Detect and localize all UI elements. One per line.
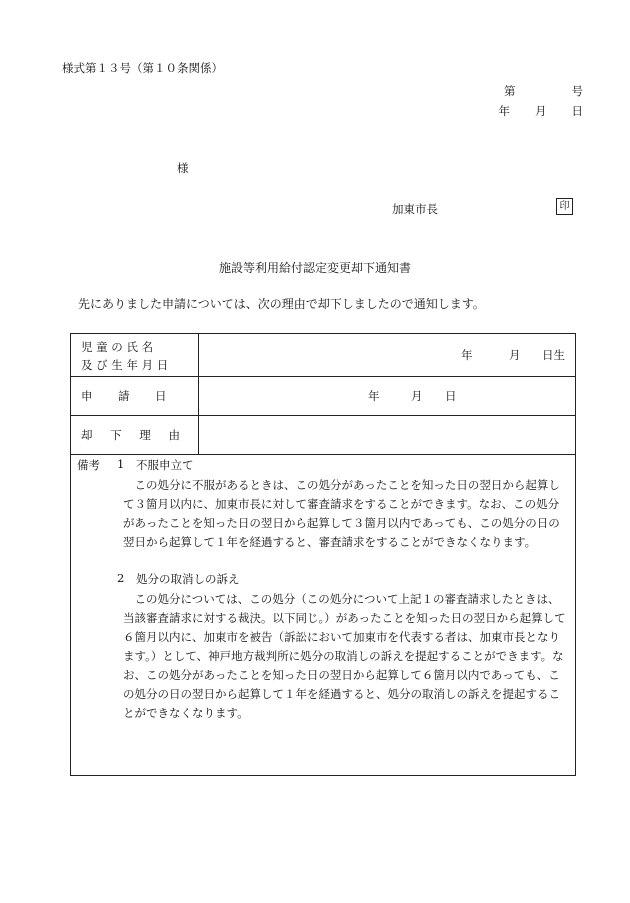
seal-mark: 印 — [556, 198, 573, 215]
form-number: 様式第１３号（第１０条関係） — [62, 61, 223, 75]
remarks-item2-title: 処分の取消しの訴え — [136, 572, 240, 586]
remarks-heading: 備考 — [77, 458, 100, 472]
application-day: 日 — [445, 389, 457, 403]
child-label-cell — [71, 334, 199, 376]
application-label: 申 請 日 — [81, 389, 174, 403]
application-date-row — [71, 377, 575, 416]
child-value-cell — [199, 334, 575, 376]
remarks-item1-text: この処分に不服があるときは、この処分があったことを知った日の翌日から起算して３箇月以内に、加東市長に対して審査請求をすることができます。なお、この処分があったことを知った日の翌日から起算して３箇月以内であっても、この処分の日の翌日から起算して１年を経過すると、審査請求をすることができなくなります。 — [123, 478, 560, 549]
birth-year: 年 — [461, 348, 473, 362]
child-label-line2: 及 び 生 年 月 日 — [81, 358, 169, 372]
remarks-item2-text: この処分については、この処分（この処分について上記１の審査請求したときは、当該審査請求に対する裁決。以下同じ。）があったことを知った日の翌日から起算して６箇月以内に、加東市を被告（訴訟において加東市を代表する者は、加東市長となります。）として、神戸地方裁判所に処分の取消しの訴えを提起することができます。なお、この処分があったことを知った日の翌日から起算して６箇月以内であっても、この処分の日の翌日から起算して１年を経過すると、処分の取消しの訴えを提起することができなくなります。 — [123, 592, 566, 720]
issue-day: 日 — [571, 104, 583, 118]
document-number-and-date — [499, 81, 584, 121]
reason-row — [71, 416, 575, 455]
remarks-section — [71, 455, 575, 775]
reason-value-cell — [199, 416, 575, 454]
reason-label-cell — [71, 416, 199, 454]
application-year: 年 — [368, 389, 380, 403]
number-suffix: 号 — [571, 84, 583, 98]
birth-day: 日生 — [542, 348, 565, 362]
remarks-item1-number: 1 — [117, 457, 125, 471]
number-prefix: 第 — [504, 84, 516, 98]
application-value-cell — [199, 377, 575, 415]
document-title: 施設等利用給付認定変更却下通知書 — [218, 261, 411, 275]
application-month: 月 — [411, 389, 423, 403]
remarks-item1-title: 不服申立て — [136, 458, 194, 472]
document-number-row — [499, 81, 584, 101]
birth-month: 月 — [509, 348, 521, 362]
child-row — [71, 334, 575, 377]
application-label-cell — [71, 377, 199, 415]
form-table — [70, 333, 576, 776]
remarks-item2-number: 2 — [117, 571, 125, 585]
reason-label: 却 下 理 由 — [81, 428, 187, 442]
lead-sentence: 先にありました申請については、次の理由で却下しましたので通知します。 — [78, 297, 485, 311]
issue-month: 月 — [535, 104, 547, 118]
issue-year: 年 — [498, 104, 510, 118]
recipient-honorific: 様 — [177, 161, 189, 175]
issuer-name: 加東市長 — [392, 202, 438, 216]
issue-date-row — [499, 101, 584, 121]
child-label-line1: 児 童 の 氏 名 — [81, 340, 154, 354]
